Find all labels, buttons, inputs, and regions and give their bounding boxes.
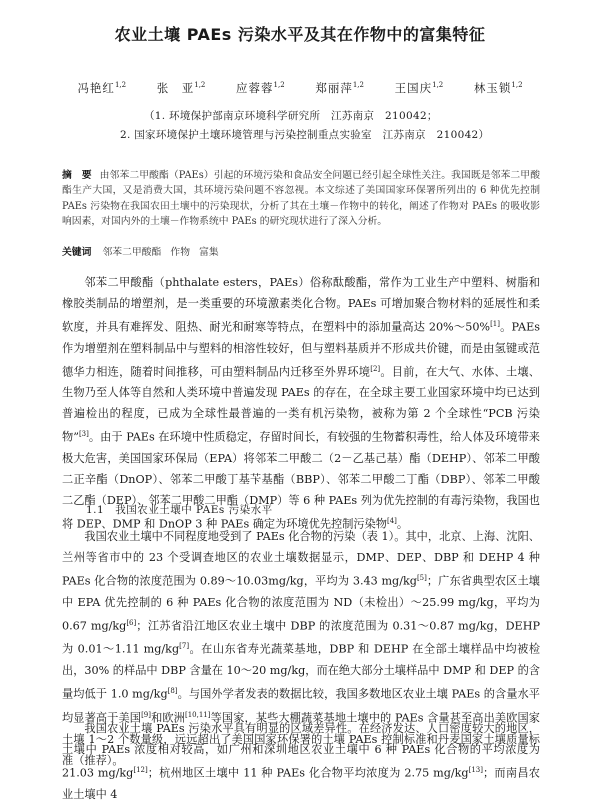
keywords: [62, 244, 540, 258]
body-paragraph-3: 我国农业土壤 PAEs 污染水平具有明显的区域差异性。在经济发达、人口密度较大的地区，土壤中 PAEs 浓度相对较高，如广州和深圳地区农业土壤中 6 种 PAEs 化合物的平均浓度为 21.03 mg/kg[12]；杭州地区土壤中 11 种 PAEs 化合物平均浓度为 2.75 mg/kg[13]；而南昌农业土壤中 4: [62, 722, 540, 801]
citation-ref: [1]: [490, 320, 500, 328]
affiliation-1: （1. 环境保护部南京环境科学研究所 江苏南京 210042；: [144, 110, 438, 122]
author: 冯艳红$^{1,2}$: [77, 81, 127, 95]
keyword: 作物: [170, 247, 191, 258]
author: 郑丽萍$^{1,2}$: [315, 81, 364, 95]
body-paragraph-2: 我国农业土壤中不同程度地受到了 PAEs 化合物的污染（表 1）。其中，北京、上海、沈阳、兰州等省市中的 23 个受调查地区的农业土壤数据显示，DMP、DEP、DBP 和 DEHP 4 种 PAEs 化合物的浓度范围为 0.89～10.03mg/kg，平均为 3.43 mg/kg[5]；广东省典型农区土壤中 EPA 优先控制的 6 种 PAEs 化合物的浓度范围为 ND（未检出）～25.99 mg/kg，平均为 0.67 mg/kg[6]；江苏省沿江地区农业土壤中 DBP 的浓度范围为 0.31～0.87 mg/kg，DEHP 为 0.01～1.11 mg/kg[7]。在山东省寿光蔬菜基地，DBP 和 DEHP 在全部土壤样品中均被检出，30% 的样品中 DBP 含量在 10～20 mg/kg，而在绝大部分土壤样品中 DMP 和 DEP 的含量均低于 1.0 mg/kg[8]。与国外学者发表的数据比较，我国多数地区农业土壤 PAEs 的含量水平均显著高于美国[9]和欧洲[10,11]等国家，某些大棚蔬菜基地土壤中的 PAEs 含量甚至高出美欧国家土壤 1～2 个数量级，远远超出了美国国家环保署的土壤 PAEs 控制标准和丹麦国家土壤质量标准（推荐）。: [62, 530, 541, 767]
citation-ref: [7]: [179, 642, 190, 651]
citation-ref: [2]: [370, 364, 381, 373]
citation-ref: [13]: [468, 766, 483, 774]
section-heading: 1.1 我国农业土壤中 PAEs 污染水平: [86, 504, 273, 516]
abstract: [62, 168, 540, 230]
keyword: 邻苯二甲酸酯: [102, 247, 162, 258]
citation-ref: [3]: [78, 430, 89, 439]
citation-ref: [10,11]: [184, 710, 211, 719]
abstract-text: 由邻苯二甲酸酯（PAEs）引起的环境污染和食品安全问题已经引起全球性关注。我国既是邻苯二甲酸酯生产大国，又是消费大国，其环境污染问题不容忽视。本文综述了美国国家环保署所列出的 6 种优先控制 PAEs 污染物在我国农田土壤中的污染现状，分析了其在土壤－作物中的转化，阐述了作物对 PAEs 的吸收影响因素，对国内外的土壤－作物系统中 PAEs 的研究现状进行了深入分析。: [62, 170, 540, 228]
author: 张 亚$^{1,2}$: [156, 81, 206, 95]
author-list: [0, 80, 600, 96]
author: 林玉锁$^{1,2}$: [473, 81, 523, 95]
citation-ref: [5]: [416, 574, 427, 582]
paper-title: 农业土壤 PAEs 污染水平及其在作物中的富集特征: [114, 25, 486, 44]
author: 应蓉蓉$^{1,2}$: [236, 81, 285, 95]
citation-ref: [8]: [167, 687, 178, 696]
keyword: 富集: [199, 247, 219, 258]
author: 王国庆$^{1,2}$: [394, 81, 444, 95]
citation-ref: [6]: [126, 618, 137, 627]
abstract-label: 摘 要: [62, 170, 92, 181]
citation-ref: [12]: [133, 766, 148, 774]
citation-ref: [9]: [141, 710, 151, 719]
affiliation-2: 2. 国家环境保护土壤环境管理与污染控制重点实验室 江苏南京 210042）: [120, 129, 490, 141]
body-paragraph-1: 邻苯二甲酸酯（phthalate esters，PAEs）俗称酞酸酯，常作为工业生产中塑料、树脂和橡胶类制品的增塑剂，是一类重要的环境激素类化合物。PAEs 可增加聚合物材料的延展性和柔软度，并具有难挥发、阻热、耐光和耐寒等特点，在塑料中的添加量高达 20%～50%[1]。PAEs 作为增塑剂在塑料制品中与塑料的相溶性较好，但与塑料基质并不形成共价键，而是由氢键或范德华力相连，随着时间推移，可由塑料制品内迁移至外界环境[2]。目前，在大气、水体、土壤、生物乃至人体等自然和人类环境中普遍发现 PAEs 的存在，在全球主要工业国家环境中均已达到普遍检出的程度，已成为全球性最普遍的一类有机污染物，被称为第 2 个全球性“PCB 污染物”[3]。由于 PAEs 在环境中性质稳定，存留时间长，有较强的生物蓄积毒性，给人体及环境带来极大危害，美国国家环保局（EPA）将邻苯二甲酸二（2－乙基己基）酯（DEHP）、邻苯二甲酸二正辛酯（DnOP）、邻苯二甲酸丁基苄基酯（BBP）、邻苯二甲酸二丁酯（DBP）、邻苯二甲酸二乙酯（DEP）、邻苯二甲酸二甲酯（DMP）等 6 种 PAEs 列为优先控制的有毒污染物，我国也将 DEP、DMP 和 DnOP 3 种 PAEs 确定为环境优先控制污染物[4]。: [62, 276, 540, 531]
keywords-label: 关键词: [62, 247, 92, 258]
citation-ref: [4]: [387, 517, 397, 526]
